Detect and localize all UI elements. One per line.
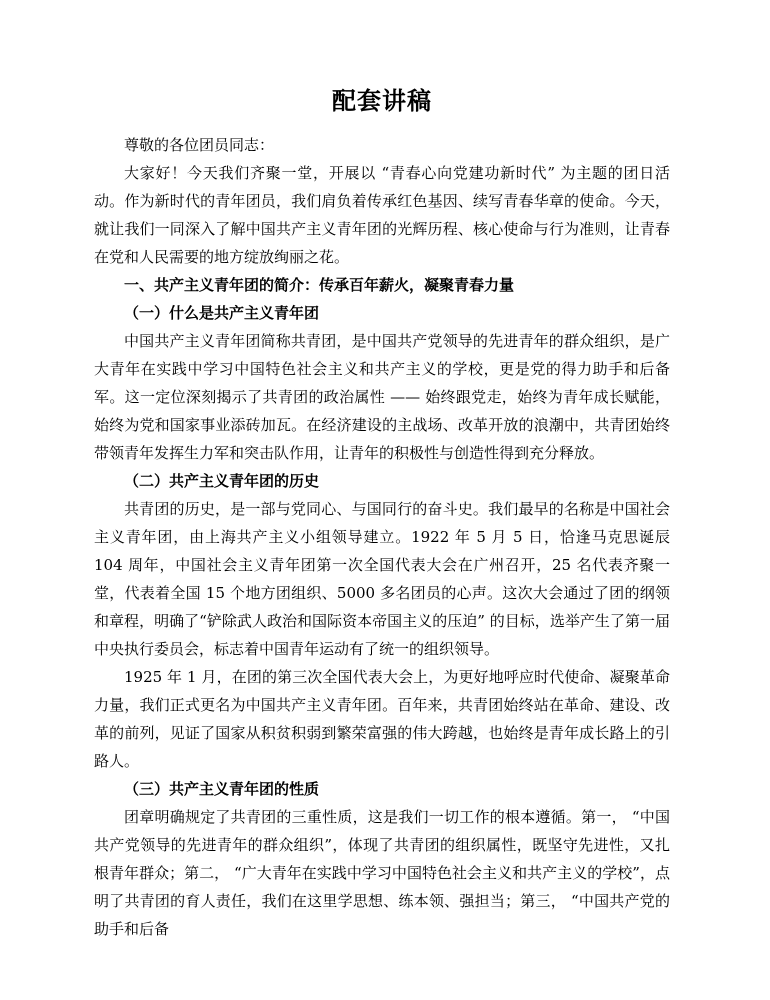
subsection-heading-1-2: （二）共产主义青年团的历史	[124, 472, 320, 490]
paragraph-what-is-league: 中国共产主义青年团简称共青团，是中国共产党领导的先进青年的群众组织，是广大青年在实践中学习中国特色社会主义和共产主义的学校，更是党的得力助手和后备军。这一定位深刻揭示了共青团的政治属性 —— 始终跟党走，始终为青年成长赋能，始终为党和国家事业添砖加瓦。在经济建设的主战场、改革开放的浪潮中，共青团始终带领青年发挥生力军和突击队作用，让青年的积极性与创造性得到充分释放。	[94, 332, 670, 462]
subsection-heading-1-1: （一）什么是共产主义青年团	[124, 304, 320, 322]
paragraph-nature: 团章明确规定了共青团的三重性质，这是我们一切工作的根本遵循。第一， “中国共产党领导的先进青年的群众组织”，体现了共青团的组织属性，既坚守先进性，又扎根青年群众；第二， “广大青年在实践中学习中国特色社会主义和共产主义的学校”，点明了共青团的育人责任，我们在这里学思想、练本领、强担当；第三， “中国共产党的助手和后备	[94, 808, 670, 938]
paragraph-intro: 大家好！今天我们齐聚一堂，开展以 “青春心向党建功新时代” 为主题的团日活动。作为新时代的青年团员，我们肩负着传承红色基因、续写青春华章的使命。今天，就让我们一同深入了解中国共产主义青年团的光辉历程、核心使命与行为准则，让青春在党和人民需要的地方绽放绚丽之花。	[94, 164, 670, 266]
paragraph-history-1: 共青团的历史，是一部与党同心、与国同行的奋斗史。我们最早的名称是中国社会主义青年团，由上海共产主义小组领导建立。1922 年 5 月 5 日，恰逢马克思诞辰 104 周年，中国社会主义青年团第一次全国代表大会在广州召开，25 名代表齐聚一堂，代表着全国 15 个地方团组织、5000 多名团员的心声。这次大会通过了团的纲领和章程，明确了“铲除武人政治和国际资本帝国主义的压迫” 的目标，选举产生了第一届中央执行委员会，标志着中国青年运动有了统一的组织领导。	[94, 500, 670, 658]
section-heading-1: 一、共产主义青年团的简介：传承百年薪火，凝聚青春力量	[124, 276, 515, 294]
subsection-heading-1-3: （三）共产主义青年团的性质	[124, 780, 320, 798]
paragraph-history-2: 1925 年 1 月，在团的第三次全国代表大会上，为更好地呼应时代使命、凝聚革命力量，我们正式更名为中国共产主义青年团。百年来，共青团始终站在革命、建设、改革的前列，见证了国家从积贫积弱到繁荣富强的伟大跨越，也始终是青年成长路上的引路人。	[94, 668, 670, 770]
document-title: 配套讲稿	[332, 86, 432, 115]
paragraph-salutation: 尊敬的各位团员同志：	[124, 136, 275, 154]
